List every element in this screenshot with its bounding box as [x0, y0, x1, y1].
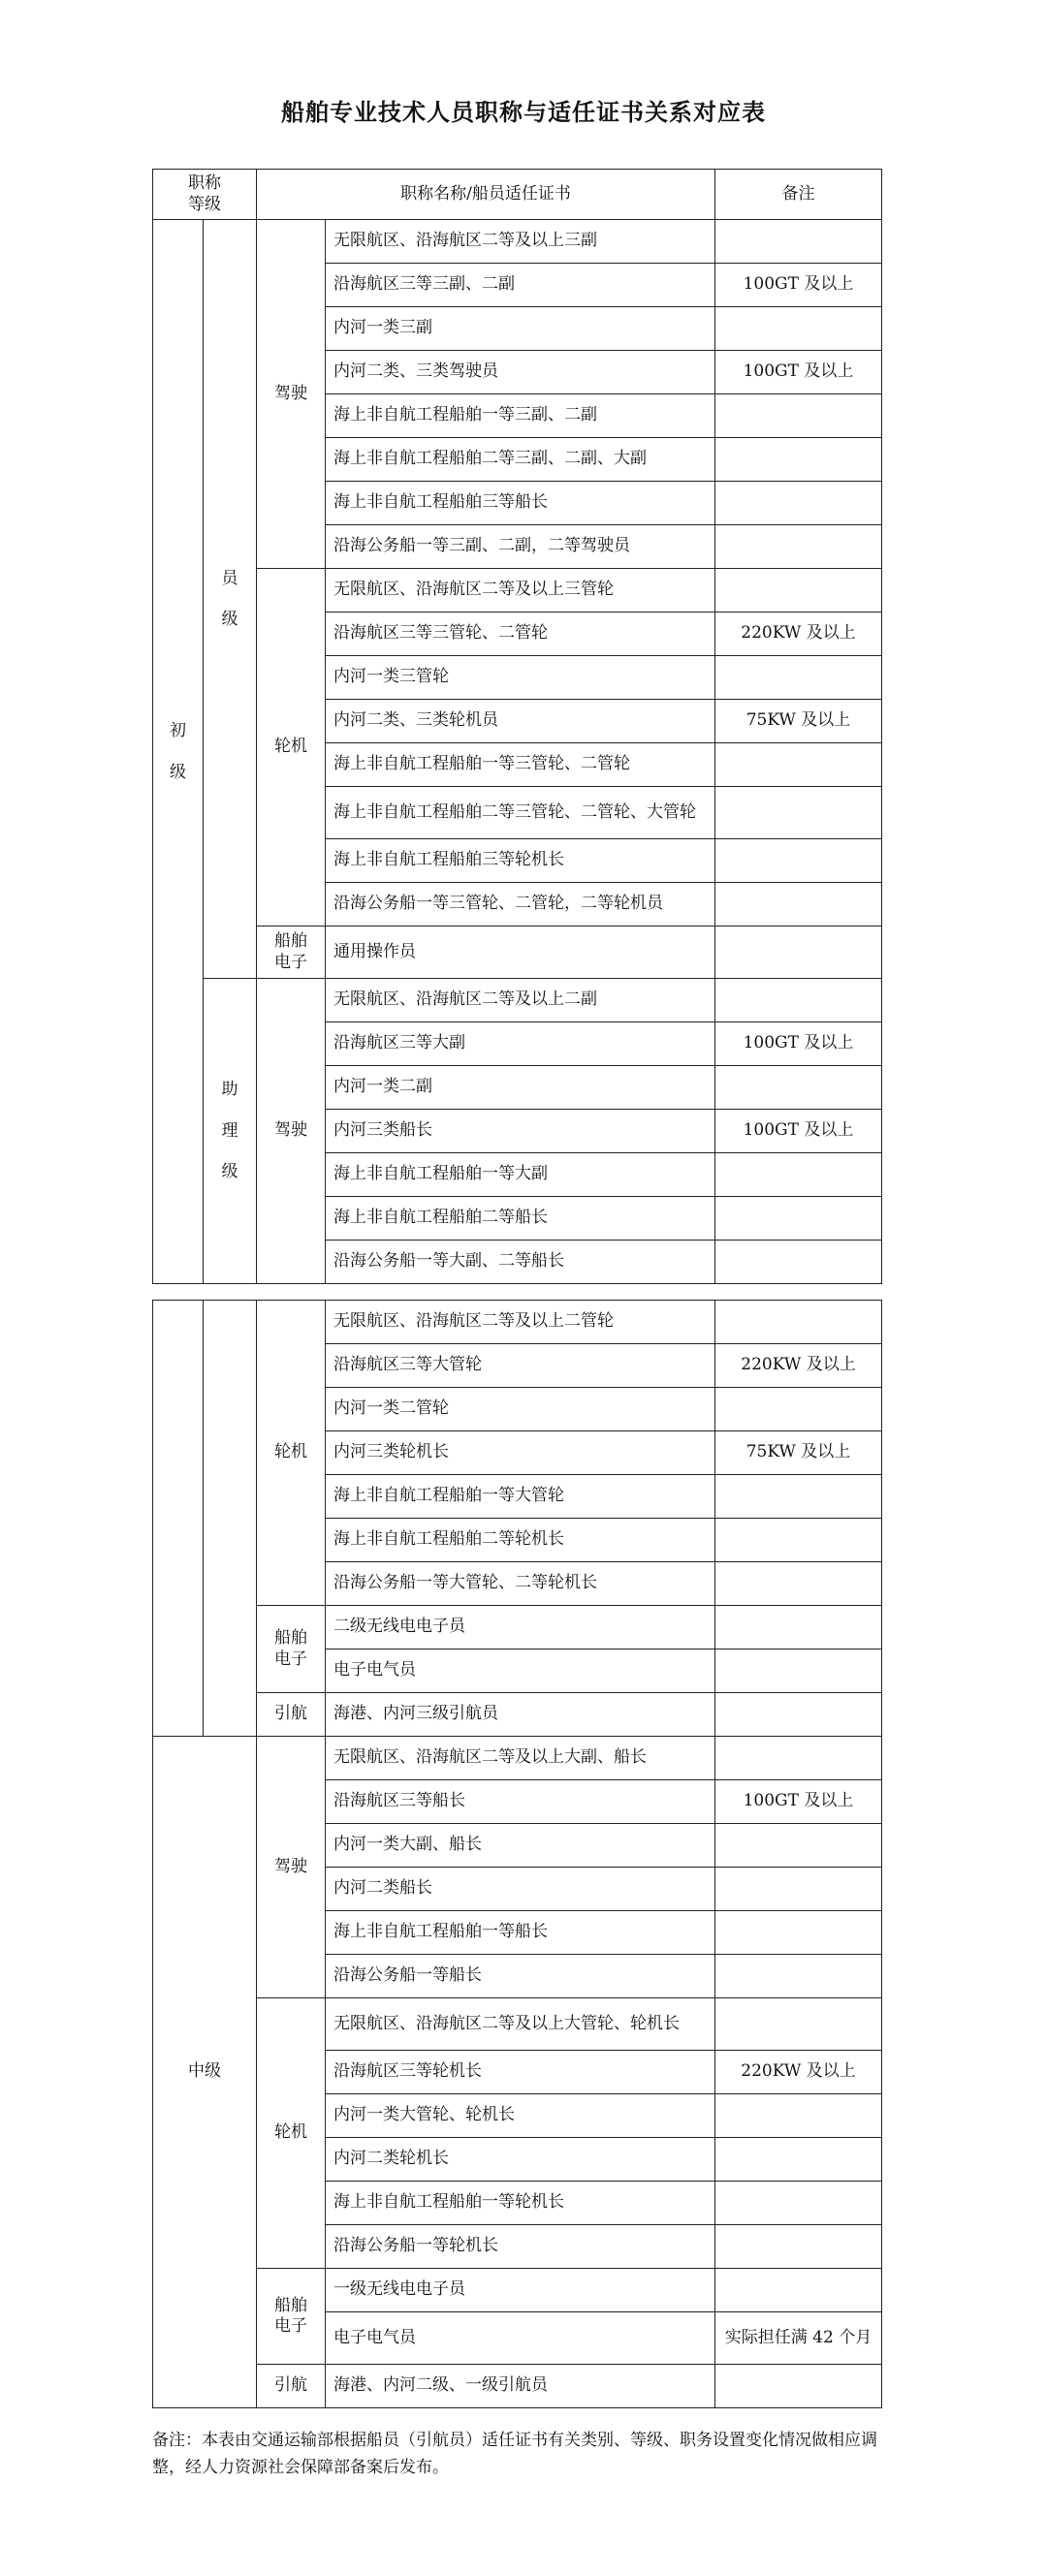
cert-cell: 无限航区、沿海航区二等及以上二副 [326, 979, 715, 1022]
note-cell [715, 1197, 882, 1241]
note-cell: 75KW 及以上 [715, 700, 882, 743]
cert-cell: 海上非自航工程船舶三等轮机长 [326, 839, 715, 883]
sublevel-yuanji: 员 级 [204, 220, 257, 979]
note-cell [715, 1693, 882, 1737]
cert-cell: 电子电气员 [326, 2312, 715, 2365]
page-title: 船舶专业技术人员职称与适任证书关系对应表 [281, 99, 766, 126]
note-cell: 100GT 及以上 [715, 1110, 882, 1153]
cert-cell: 海上非自航工程船舶二等三管轮、二管轮、大管轮 [326, 787, 715, 839]
note-cell [715, 1388, 882, 1431]
note-cell [715, 883, 882, 927]
note-cell [715, 1153, 882, 1197]
note-cell [715, 2269, 882, 2312]
cert-cell: 无限航区、沿海航区二等及以上三副 [326, 220, 715, 264]
cert-cell: 通用操作员 [326, 927, 715, 979]
cert-cell: 无限航区、沿海航区二等及以上大管轮、轮机长 [326, 1998, 715, 2051]
category-jiashi: 驾驶 [257, 1737, 326, 1998]
cert-cell: 沿海航区三等大副 [326, 1022, 715, 1066]
note-cell [715, 1519, 882, 1562]
cert-cell: 海港、内河二级、一级引航员 [326, 2365, 715, 2408]
cert-cell: 海上非自航工程船舶一等船长 [326, 1911, 715, 1955]
note-cell [715, 1824, 882, 1868]
cert-cell: 海上非自航工程船舶一等三副、二副 [326, 394, 715, 438]
note-cell [715, 2225, 882, 2269]
category-chuanbo-dianzi: 船舶 电子 [257, 1606, 326, 1693]
cert-cell: 内河二类、三类驾驶员 [326, 351, 715, 394]
cert-cell: 海上非自航工程船舶一等大副 [326, 1153, 715, 1197]
cert-cell: 二级无线电电子员 [326, 1606, 715, 1649]
note-cell: 220KW 及以上 [715, 1344, 882, 1388]
cert-cell: 沿海航区三等轮机长 [326, 2051, 715, 2094]
cert-cell: 内河二类船长 [326, 1868, 715, 1911]
category-lunji: 轮机 [257, 1301, 326, 1606]
header-note: 备注 [715, 170, 882, 220]
note-cell: 100GT 及以上 [715, 1022, 882, 1066]
note-cell [715, 2182, 882, 2225]
cert-cell: 内河二类轮机长 [326, 2138, 715, 2182]
note-cell [715, 1606, 882, 1649]
cert-cell: 沿海公务船一等大副、二等船长 [326, 1241, 715, 1284]
note-cell [715, 220, 882, 264]
cert-cell: 一级无线电电子员 [326, 2269, 715, 2312]
note-cell [715, 1998, 882, 2051]
note-cell [715, 927, 882, 979]
footnote: 备注：本表由交通运输部根据船员（引航员）适任证书有关类别、等级、职务设置变化情况做相应调整，经人力资源社会保障部备案后发布。 [152, 2431, 877, 2478]
cert-cell: 无限航区、沿海航区二等及以上大副、船长 [326, 1737, 715, 1780]
note-cell: 75KW 及以上 [715, 1431, 882, 1475]
note-cell: 100GT 及以上 [715, 351, 882, 394]
note-cell [715, 1955, 882, 1998]
note-cell [715, 979, 882, 1022]
cert-cell: 内河一类三副 [326, 307, 715, 351]
note-cell [715, 394, 882, 438]
note-cell [715, 525, 882, 569]
cert-cell: 沿海公务船一等船长 [326, 1955, 715, 1998]
note-cell: 220KW 及以上 [715, 2051, 882, 2094]
header-level: 职称 等级 [153, 170, 257, 220]
cert-cell: 海上非自航工程船舶一等三管轮、二管轮 [326, 743, 715, 787]
cert-cell: 沿海公务船一等轮机长 [326, 2225, 715, 2269]
cert-cell: 内河三类轮机长 [326, 1431, 715, 1475]
note-cell [715, 743, 882, 787]
category-yinhang: 引航 [257, 1693, 326, 1737]
category-chuanbo-dianzi: 船舶 电子 [257, 2269, 326, 2365]
category-yinhang: 引航 [257, 2365, 326, 2408]
note-cell [715, 1475, 882, 1519]
cert-cell: 内河二类、三类轮机员 [326, 700, 715, 743]
cert-cell: 内河一类二副 [326, 1066, 715, 1110]
note-cell: 实际担任满 42 个月 [715, 2312, 882, 2365]
note-cell [715, 1562, 882, 1606]
category-lunji: 轮机 [257, 569, 326, 927]
level-zhongji: 中级 [153, 1737, 257, 2408]
note-cell: 100GT 及以上 [715, 1780, 882, 1824]
note-cell [715, 2138, 882, 2182]
category-jiashi: 驾驶 [257, 979, 326, 1284]
cert-cell: 海上非自航工程船舶一等大管轮 [326, 1475, 715, 1519]
cert-cell: 内河一类大副、船长 [326, 1824, 715, 1868]
cert-cell: 无限航区、沿海航区二等及以上三管轮 [326, 569, 715, 613]
note-cell: 100GT 及以上 [715, 264, 882, 307]
level-chuji: 初 级 [153, 220, 204, 1284]
cert-table-continued [152, 1300, 882, 2408]
category-lunji: 轮机 [257, 1998, 326, 2269]
note-cell [715, 1737, 882, 1780]
note-cell [715, 839, 882, 883]
cert-cell: 海上非自航工程船舶三等船长 [326, 482, 715, 525]
cert-cell: 海上非自航工程船舶二等三副、二副、大副 [326, 438, 715, 482]
note-cell [715, 787, 882, 839]
cert-cell: 内河一类二管轮 [326, 1388, 715, 1431]
note-cell [715, 1911, 882, 1955]
note-cell [715, 1241, 882, 1284]
cert-cell: 海上非自航工程船舶一等轮机长 [326, 2182, 715, 2225]
cert-table-primary [152, 169, 882, 1284]
cert-cell: 沿海航区三等三管轮、二管轮 [326, 613, 715, 656]
note-cell [715, 1301, 882, 1344]
cert-cell: 沿海公务船一等大管轮、二等轮机长 [326, 1562, 715, 1606]
note-cell [715, 2365, 882, 2408]
cert-cell: 沿海公务船一等三管轮、二管轮，二等轮机员 [326, 883, 715, 927]
note-cell [715, 1649, 882, 1693]
cert-cell: 海上非自航工程船舶二等船长 [326, 1197, 715, 1241]
cert-cell: 无限航区、沿海航区二等及以上二管轮 [326, 1301, 715, 1344]
note-cell [715, 2094, 882, 2138]
cert-cell: 内河一类大管轮、轮机长 [326, 2094, 715, 2138]
note-cell: 220KW 及以上 [715, 613, 882, 656]
note-cell [715, 1066, 882, 1110]
note-cell [715, 482, 882, 525]
note-cell [715, 1868, 882, 1911]
cert-cell: 电子电气员 [326, 1649, 715, 1693]
cert-cell: 内河三类船长 [326, 1110, 715, 1153]
note-cell [715, 656, 882, 700]
cert-cell: 沿海航区三等大管轮 [326, 1344, 715, 1388]
cert-cell: 内河一类三管轮 [326, 656, 715, 700]
note-cell [715, 307, 882, 351]
level-chuji-continued [153, 1301, 204, 1737]
cert-cell: 海港、内河三级引航员 [326, 1693, 715, 1737]
header-cert: 职称名称/船员适任证书 [257, 170, 715, 220]
cert-cell: 沿海公务船一等三副、二副，二等驾驶员 [326, 525, 715, 569]
category-chuanbo-dianzi: 船舶 电子 [257, 927, 326, 979]
note-cell [715, 569, 882, 613]
cert-cell: 沿海航区三等三副、二副 [326, 264, 715, 307]
category-jiashi: 驾驶 [257, 220, 326, 569]
sublevel-zhuliji: 助 理 级 [204, 979, 257, 1284]
sublevel-zhuliji-continued [204, 1301, 257, 1737]
note-cell [715, 438, 882, 482]
cert-cell: 沿海航区三等船长 [326, 1780, 715, 1824]
cert-cell: 海上非自航工程船舶二等轮机长 [326, 1519, 715, 1562]
